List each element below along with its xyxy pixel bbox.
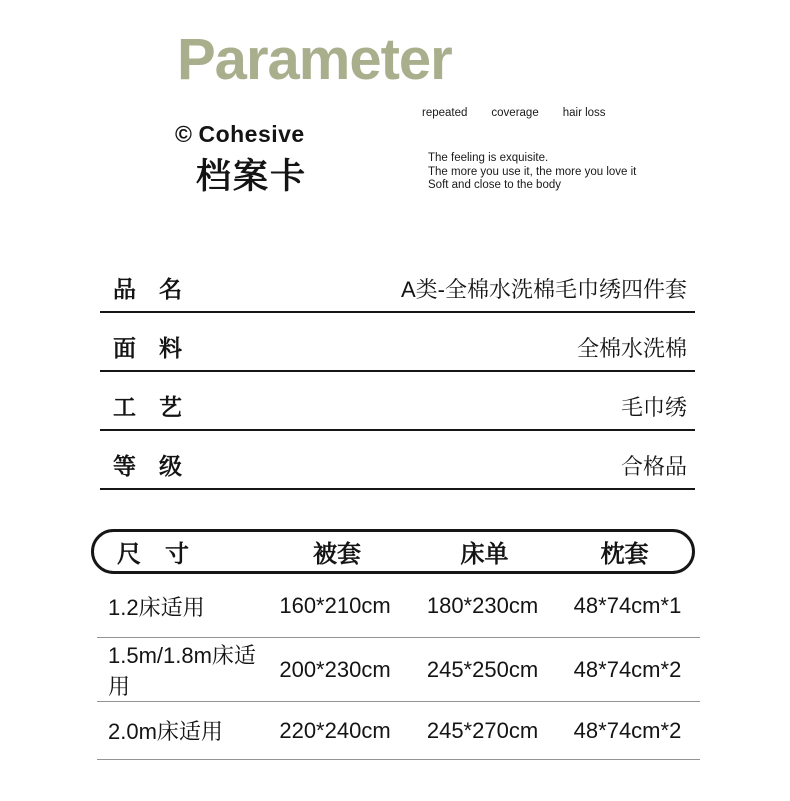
size-table-header <box>91 529 695 574</box>
size-cell-duvet: 220*240cm <box>279 717 391 743</box>
spec-row-craft <box>100 372 695 431</box>
brand-line <box>175 121 305 148</box>
spec-value: 毛巾绣 <box>620 395 687 420</box>
size-cell-duvet: 160*210cm <box>279 593 391 618</box>
size-cell-sheet: 180*230cm <box>426 593 539 618</box>
spec-label: 等 级 <box>113 453 182 479</box>
size-row-1-5m-1-8m <box>97 638 700 702</box>
size-cell-pillow: 48*74cm*1 <box>573 593 682 618</box>
feature-tags <box>422 107 606 119</box>
card-label: 档案卡 <box>196 157 308 196</box>
size-cell-duvet: 200*230cm <box>279 656 391 682</box>
spec-table <box>100 254 695 490</box>
spec-label: 品 名 <box>113 276 182 302</box>
feature-tag: hair loss <box>562 107 606 119</box>
copyright-icon: © <box>175 121 193 147</box>
size-row-2-0m <box>97 702 700 760</box>
size-cell-label: 1.5m/1.8m床适用 <box>108 642 256 699</box>
spec-value: 全棉水洗棉 <box>576 336 687 361</box>
spec-label: 工 艺 <box>113 394 182 420</box>
size-header-pillowcase: 枕套 <box>600 541 649 568</box>
spec-label: 面 料 <box>113 335 182 361</box>
size-header-size: 尺 寸 <box>117 541 189 568</box>
size-cell-label: 1.2床适用 <box>108 594 205 620</box>
page-title: Parameter <box>177 27 452 92</box>
brand-name: Cohesive <box>198 121 305 147</box>
tagline-line: The feeling is exquisite. <box>428 152 549 164</box>
spec-row-fabric <box>100 313 695 372</box>
tagline-line: The more you use it, the more you love it <box>428 165 637 178</box>
size-header-duvet-cover: 被套 <box>313 541 361 568</box>
size-table-body <box>97 575 700 760</box>
spec-value: 合格品 <box>620 454 687 479</box>
tagline-line: Soft and close to the body <box>428 179 561 191</box>
size-header-bed-sheet: 床单 <box>460 541 509 568</box>
size-cell-sheet: 245*250cm <box>426 656 539 682</box>
size-cell-pillow: 48*74cm*2 <box>573 717 682 743</box>
feature-tag: coverage <box>491 107 539 119</box>
tagline <box>428 152 636 193</box>
spec-row-product-name <box>100 254 695 313</box>
size-cell-pillow: 48*74cm*2 <box>573 656 682 682</box>
size-row-1-2m <box>97 575 700 638</box>
spec-value: A类-全棉水洗棉毛巾绣四件套 <box>400 277 687 302</box>
spec-row-grade <box>100 431 695 490</box>
size-cell-sheet: 245*270cm <box>426 717 539 743</box>
feature-tag: repeated <box>422 107 468 119</box>
size-cell-label: 2.0m床适用 <box>108 719 223 744</box>
